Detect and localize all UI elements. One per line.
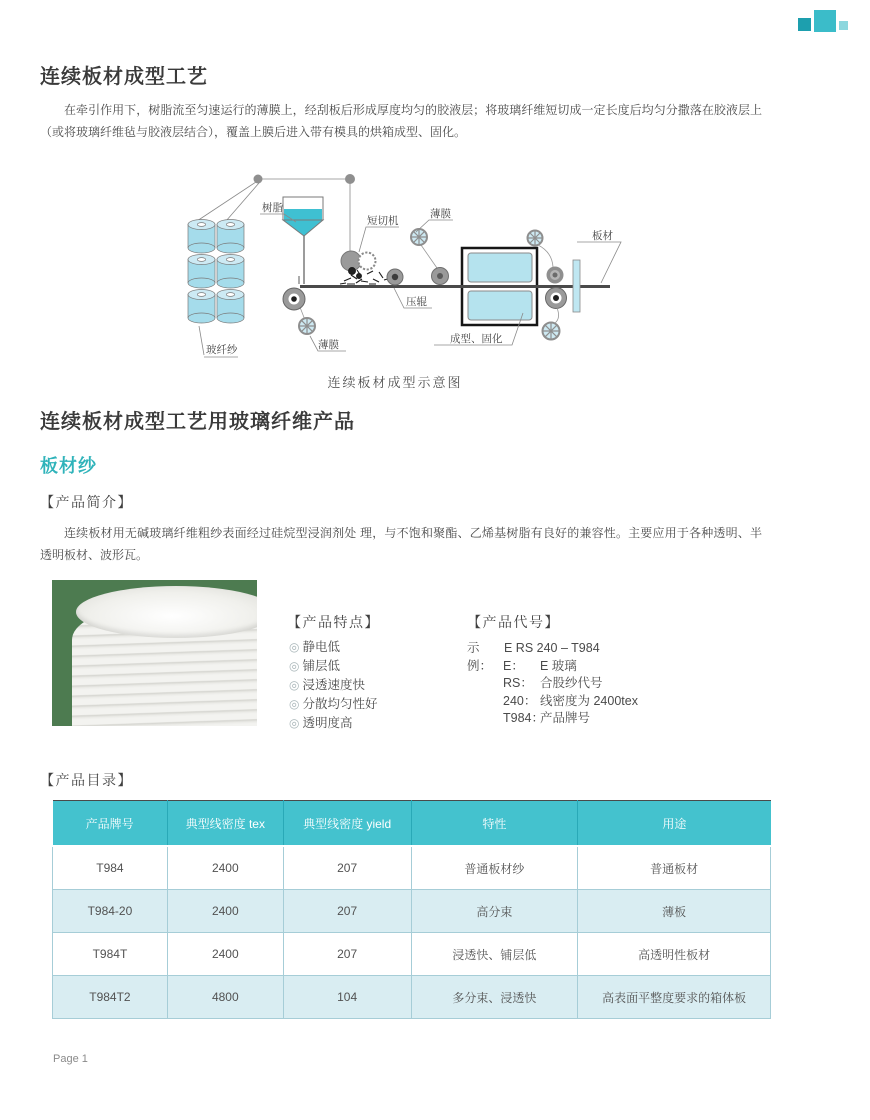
logo-square-dark: [798, 18, 811, 31]
label-forming: 成型、固化: [450, 333, 503, 345]
cell-tex: 2400: [167, 933, 283, 976]
cell-application: 高透明性板材: [578, 933, 771, 976]
product-name-heading: 板材纱: [40, 456, 97, 476]
label-press-roller: 压辊: [406, 296, 427, 308]
code-example-value: E RS 240 – T984: [504, 641, 600, 655]
ring-bullet-icon: ◎: [289, 697, 300, 711]
cell-tex: 4800: [167, 976, 283, 1019]
feature-text: 透明度高: [302, 716, 353, 730]
feature-text: 浸透速度快: [302, 678, 365, 692]
feature-text: 静电低: [302, 640, 340, 654]
cell-property: 浸透快、铺层低: [411, 933, 578, 976]
code-value: E 玻璃: [540, 658, 577, 673]
column-header: 用途: [578, 801, 771, 847]
cell-tex: 2400: [167, 846, 283, 890]
product-photo: [52, 580, 257, 726]
diagram-caption: 连续板材成型示意图: [327, 375, 463, 390]
code-label: RS：: [503, 676, 533, 690]
code-row: [467, 675, 638, 693]
cell-application: 薄板: [578, 890, 771, 933]
pulley-icon: [345, 174, 355, 184]
code-row: [467, 693, 638, 711]
ring-bullet-icon: ◎: [289, 678, 300, 692]
process-diagram-svg: [150, 163, 640, 365]
label-sheet: 板材: [592, 230, 613, 242]
intro-heading: 【产品简介】: [40, 494, 133, 510]
code-label: E：: [503, 658, 524, 673]
page-title: 连续板材成型工艺: [40, 66, 208, 88]
features-heading: 【产品特点】: [287, 614, 380, 630]
cell-yield: 207: [283, 846, 411, 890]
cell-property: 普通板材纱: [411, 846, 578, 890]
cell-yield: 207: [283, 933, 411, 976]
output-sheet: [573, 260, 580, 312]
feature-item: [289, 714, 378, 733]
cell-model: T984T2: [53, 976, 168, 1019]
table-row: [53, 846, 771, 890]
cell-yield: 207: [283, 890, 411, 933]
cell-yield: 104: [283, 976, 411, 1019]
feature-item: [289, 676, 378, 695]
catalog-heading: 【产品目录】: [40, 772, 133, 788]
press-roller-center: [392, 274, 398, 280]
code-row: [467, 658, 638, 676]
feature-item: [289, 638, 378, 657]
logo-square-light: [839, 21, 848, 30]
cell-model: T984: [53, 846, 168, 890]
cell-property: 多分束、浸透快: [411, 976, 578, 1019]
column-header: 典型线密度 yield: [283, 801, 411, 847]
label-chopper: 短切机: [367, 215, 399, 227]
code-row: [467, 710, 638, 728]
table-row: [53, 933, 771, 976]
product-catalog-table: [52, 800, 771, 1019]
cell-property: 高分束: [411, 890, 578, 933]
code-value: 合股纱代号: [540, 676, 603, 690]
product-codes: [467, 640, 638, 728]
feature-text: 分散均匀性好: [302, 697, 378, 711]
label-roving: 玻纤纱: [206, 344, 238, 356]
code-example-label: 示例：: [467, 641, 493, 673]
label-film-top: 薄膜: [430, 208, 451, 220]
feature-item: [289, 657, 378, 676]
table-row: [53, 976, 771, 1019]
page-number: Page 1: [53, 1053, 88, 1065]
ring-bullet-icon: ◎: [289, 640, 300, 654]
table-row: [53, 890, 771, 933]
ring-bullet-icon: ◎: [289, 659, 300, 673]
cell-application: 普通板材: [578, 846, 771, 890]
feature-item: [289, 695, 378, 714]
features-list: [289, 638, 378, 733]
cell-model: T984T: [53, 933, 168, 976]
column-header: 产品牌号: [53, 801, 168, 847]
brand-logo-blocks: [796, 6, 868, 38]
section-title: 连续板材成型工艺用玻璃纤维产品: [40, 411, 355, 433]
roving-spools: [150, 163, 244, 323]
table-header-row: [53, 801, 771, 847]
code-label: T984：: [503, 711, 544, 725]
label-film-bottom: 薄膜: [318, 339, 339, 351]
column-header: 特性: [411, 801, 578, 847]
code-value: 线密度为 2400tex: [540, 693, 638, 708]
process-diagram: [150, 163, 640, 365]
chopper-wheel-icon: [359, 253, 376, 270]
film-roll-top-icon: [411, 229, 449, 285]
codes-heading: 【产品代号】: [467, 614, 560, 630]
ring-bullet-icon: ◎: [289, 716, 300, 730]
code-value: 产品牌号: [540, 711, 591, 725]
label-resin: 树脂: [262, 202, 283, 214]
cell-application: 高表面平整度要求的箱体板: [578, 976, 771, 1019]
feature-text: 铺层低: [302, 659, 340, 673]
code-label: 240：: [503, 693, 537, 708]
film-roll-bottom-icon: [283, 288, 315, 334]
pulley-icon: [254, 175, 263, 184]
intro-body: 连续板材用无碱玻璃纤维粗纱表面经过硅烷型浸润剂处 理，与不饱和聚酯、乙烯基树脂有良好的兼容性。主要应用于各种透明、半透明板材、波形瓦。: [40, 526, 762, 562]
column-header: 典型线密度 tex: [167, 801, 283, 847]
cell-model: T984-20: [53, 890, 168, 933]
cell-tex: 2400: [167, 890, 283, 933]
intro-paragraph: 在牵引作用下，树脂流至匀速运行的薄膜上，经刮板后形成厚度均匀的胶液层；将玻璃纤维短切成一定长度后均匀分撒落在胶液层上（或将玻璃纤维毡与胶液层结合），覆盖上膜后进入带有模具的烘箱成型、固化。: [40, 103, 762, 139]
resin-hopper: [283, 197, 323, 284]
logo-square-main: [814, 10, 836, 32]
